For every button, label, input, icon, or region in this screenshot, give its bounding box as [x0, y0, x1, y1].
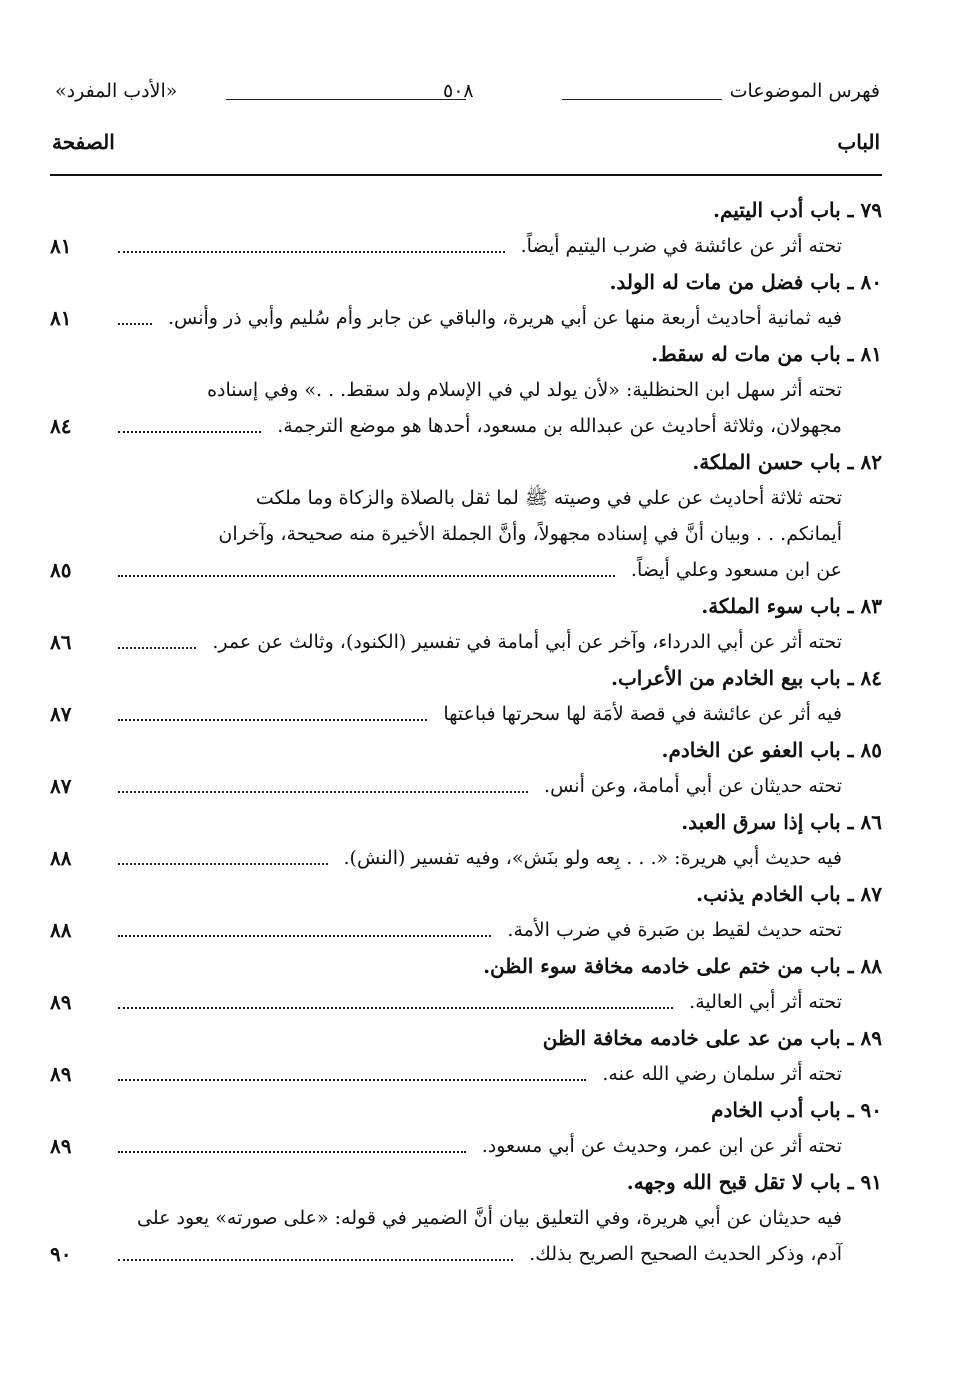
page-reference: ٨٩: [50, 1134, 72, 1158]
dot-leader: [118, 647, 196, 649]
page-reference: ٩٠: [50, 1242, 72, 1266]
chapter-description-line: تحته أثر سهل ابن الحنظلية: «لأن يولد لي في الإسلام ولد سقط. . .» وفي إسناده: [207, 379, 842, 401]
toc-entry: [50, 444, 882, 588]
page-reference: ٨٨: [50, 846, 72, 870]
chapter-description-line: أيمانكم. . . وبيان أنَّ في إسناده مجهولاً، وأنَّ الجملة الأخيرة منه صحيحة، وآخران: [218, 523, 842, 545]
toc-entry: [50, 804, 882, 876]
chapter-description-line: عن ابن مسعود وعلي أيضاً.: [630, 559, 842, 581]
toc-entry: [50, 192, 882, 264]
toc-entry: [50, 732, 882, 804]
page-reference: ٨٤: [50, 414, 72, 438]
chapter-title: ٧٩ ـ باب أدب اليتيم.: [712, 198, 882, 222]
chapter-title: ٨٩ ـ باب من عد على خادمه مخافة الظن: [542, 1026, 882, 1050]
chapter-description-line: فيه حديث أبي هريرة: «. . . بِعه ولو بنَش»، وفيه تفسير (النش).: [343, 847, 842, 869]
page-reference: ٨٦: [50, 630, 72, 654]
chapter-description-line: تحته أثر سلمان رضي الله عنه.: [602, 1063, 842, 1085]
chapter-description-row: [50, 300, 882, 336]
chapter-column-heading: الباب: [837, 130, 880, 154]
chapter-description-line: تحته أثر عن أبي الدرداء، وآخر عن أبي أمامة في تفسير (الكنود)، وثالث عن عمر.: [212, 631, 842, 653]
chapter-description-row: [50, 1236, 882, 1272]
chapter-description-row: [50, 408, 882, 444]
section-title: فهرس الموضوعات: [729, 80, 880, 102]
running-header: [50, 80, 880, 112]
chapter-description-line: تحته أثر أبي العالية.: [689, 991, 842, 1013]
chapter-description-row: [50, 840, 882, 876]
toc-entry: [50, 1164, 882, 1272]
dot-leader: [118, 431, 261, 433]
chapter-description-line: آدم، وذكر الحديث الصحيح الصريح بذلك.: [529, 1243, 842, 1265]
chapter-title: ٨٣ ـ باب سوء الملكة.: [701, 594, 882, 618]
chapter-title: ٨٤ ـ باب بيع الخادم من الأعراب.: [610, 666, 882, 690]
chapter-title: ٨٨ ـ باب من ختم على خادمه مخافة سوء الظن.: [483, 954, 882, 978]
dot-leader: [118, 863, 328, 865]
toc-entry: [50, 876, 882, 948]
dot-leader: [118, 323, 152, 325]
chapter-description-row: [50, 696, 882, 732]
chapter-description-line: تحته حديث لقيط بن صَبرة في ضرب الأمة.: [507, 919, 842, 941]
dot-leader: [118, 1259, 513, 1261]
chapter-description-line: تحته ثلاثة أحاديث عن علي في وصيته ﷺ لما ثقل بالصلاة والزكاة وما ملكت: [255, 487, 842, 509]
column-headings: [50, 130, 880, 160]
page-reference: ٨٩: [50, 990, 72, 1014]
page-reference: ٨٨: [50, 918, 72, 942]
toc-entry: [50, 264, 882, 336]
chapter-description-line: فيه أثر عن عائشة في قصة لأمَة لها سحرتها فباعتها: [443, 703, 842, 725]
chapter-description-line: فيه ثمانية أحاديث أربعة منها عن أبي هريرة، والباقي عن جابر وأم سُليم وأبي ذر وأنس.: [167, 307, 842, 329]
dot-leader: [118, 719, 427, 721]
page-reference: ٨١: [50, 234, 72, 258]
toc-entry: [50, 1092, 882, 1164]
page-reference: ٨١: [50, 306, 72, 330]
dot-leader: [118, 251, 505, 253]
chapter-description-row: [50, 624, 882, 660]
dot-leader: [118, 1151, 466, 1153]
chapter-title: ٨٧ ـ باب الخادم يذنب.: [696, 882, 882, 906]
page-reference: ٨٧: [50, 774, 72, 798]
toc-entry: [50, 660, 882, 732]
page-column-heading: الصفحة: [52, 130, 115, 154]
chapter-description-line: مجهولان، وثلاثة أحاديث عن عبدالله بن مسعود، أحدها هو موضع الترجمة.: [277, 415, 842, 437]
page-reference: ٨٩: [50, 1062, 72, 1086]
toc-entry: [50, 948, 882, 1020]
chapter-description-row: [50, 552, 882, 588]
chapter-description-row: [50, 768, 882, 804]
toc-entry: [50, 588, 882, 660]
chapter-description-line: فيه حديثان عن أبي هريرة، وفي التعليق بيان أنَّ الضمير في قوله: «على صورته» يعود على: [136, 1207, 842, 1229]
dot-leader: [118, 575, 615, 577]
chapter-description-row: [50, 1128, 882, 1164]
page-number: ٥٠٨: [443, 80, 474, 102]
chapter-title: ٨٦ ـ باب إذا سرق العبد.: [681, 810, 882, 834]
chapter-title: ٩١ ـ باب لا تقل قبح الله وجهه.: [626, 1170, 882, 1194]
dot-leader: [118, 1007, 673, 1009]
chapter-description-row: [50, 1056, 882, 1092]
chapter-description-row: [50, 984, 882, 1020]
header-rule-segment: [226, 99, 466, 100]
dot-leader: [118, 935, 491, 937]
chapter-title: ٨٥ ـ باب العفو عن الخادم.: [661, 738, 882, 762]
toc-entry: [50, 1020, 882, 1092]
dot-leader: [118, 1079, 586, 1081]
chapter-description-line: تحته أثر عن عائشة في ضرب اليتيم أيضاً.: [520, 235, 842, 257]
header-rule-segment: [562, 99, 722, 100]
chapter-description-row: [50, 228, 882, 264]
chapter-title: ٨١ ـ باب من مات له سقط.: [651, 342, 882, 366]
header-divider: [50, 174, 882, 176]
chapter-title: ٩٠ ـ باب أدب الخادم: [711, 1098, 882, 1122]
toc-entry: [50, 336, 882, 444]
chapter-title: ٨٠ ـ باب فضل من مات له الولد.: [609, 270, 882, 294]
page-reference: ٨٧: [50, 702, 72, 726]
page-reference: ٨٥: [50, 558, 72, 582]
chapter-description-line: تحته حديثان عن أبي أمامة، وعن أنس.: [544, 775, 842, 797]
dot-leader: [118, 791, 528, 793]
chapter-title: ٨٢ ـ باب حسن الملكة.: [692, 450, 882, 474]
chapter-description-row: [50, 912, 882, 948]
chapter-description-line: تحته أثر عن ابن عمر، وحديث عن أبي مسعود.: [481, 1135, 842, 1157]
toc-entries: [50, 192, 882, 1272]
book-title: «الأدب المفرد»: [55, 80, 178, 102]
